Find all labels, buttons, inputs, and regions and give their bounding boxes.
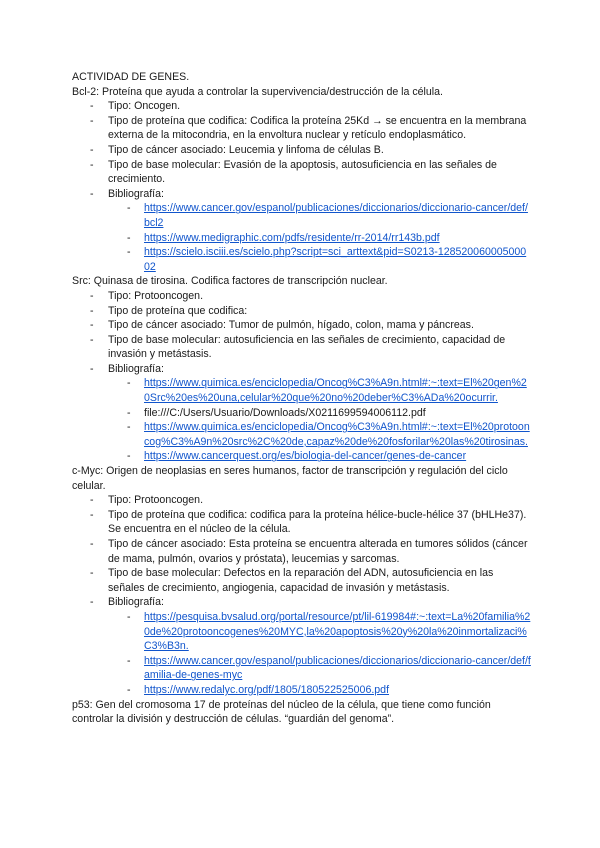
reference-link[interactable]: https://www.cancer.gov/espanol/publicaciones/diccionarios/diccionario-cancer/def/familia-de-genes-myc — [144, 654, 531, 682]
reference-link[interactable]: https://www.medigraphic.com/pdfs/residente/rr-2014/rr143b.pdf — [144, 231, 440, 244]
gene-heading-p53: p53: Gen del cromosoma 17 de proteínas del núcleo de la célula, que tiene como función controlar la división y destrucción de células. “guardián del genoma”. — [72, 698, 491, 726]
reference-link[interactable]: https://www.redalyc.org/pdf/1805/180522525006.pdf — [144, 683, 390, 696]
reference-link[interactable]: https://www.cancerquest.org/es/biologia-del-cancer/genes-de-cancer — [144, 450, 467, 463]
reference-link[interactable]: https://www.cancer.gov/espanol/publicaciones/diccionarios/diccionario-cancer/def/bcl2 — [144, 202, 528, 229]
list-item: - Tipo de base molecular: Evasión de la apoptosis, autosuficiencia en las señales de crecimiento. — [90, 158, 497, 186]
reference-item: - file:///C:/Users/Usuario/Downloads/X0211699594006112.pdf — [127, 406, 426, 419]
list-item: - Tipo de cáncer asociado: Esta proteína se encuentra alterada en tumores sólidos (cáncer de mama, pulmón, ovarios y próstata), leucemias y sarcomas. — [90, 538, 528, 565]
reference-item: - https://www.quimica.es/enciclopedia/Oncog%C3%A9n.html#:~:text=El%20gen%20Src%20es%20una,celular%20que%20no%20deber%C3%ADa%20ocurrir. — [127, 377, 527, 405]
reference-file-path: file:///C:/Users/Usuario/Downloads/X0211699594006112.pdf — [144, 406, 426, 419]
list-item: - Tipo de cáncer asociado: Leucemia y linfoma de células B. — [90, 143, 384, 156]
bibliography-label: - Bibliografía: - https://www.quimica.es/enciclopedia/Oncog%C3%A9n.html#:~:text=El%20gen%20Src%20es%20una,celular%20que%20no%20deber%C3%ADa%20ocurrir. - file:///C:/Users/Usuario/Downloads/X0211699594006112.pdf - https://www.quimica.es/enciclopedia/Oncog%C3%A9n.html#:~:text=El%20protooncog%C3%A9n%20src%2C%20de,capaz%20de%20fosforilar%20las%20tirosinas. - https://www.cancerquest.org/es/biologia-del-cancer/genes-de-cancer — [108, 362, 532, 464]
reference-item: - https://www.redalyc.org/pdf/1805/180522525006.pdf — [127, 683, 390, 696]
reference-link[interactable]: https://scielo.isciii.es/scielo.php?script=sci_arttext&pid=S0213-12852006000500002 — [144, 246, 527, 273]
reference-list — [108, 201, 532, 274]
list-item: - Tipo de cáncer asociado: Tumor de pulmón, hígado, colon, mama y páncreas. — [90, 319, 474, 332]
gene-heading-src: Src: Quinasa de tirosina. Codifica factores de transcripción nuclear. — [72, 275, 388, 288]
list-item: - Tipo de proteína que codifica: codifica para la proteína hélice-bucle-hélice 37 (bHLHe37). Se encuentra en el núcleo de la célula. — [90, 508, 527, 536]
gene-heading-bcl2: Bcl-2: Proteína que ayuda a controlar la supervivencia/destrucción de la célula. — [72, 85, 443, 98]
reference-item: - https://www.cancer.gov/espanol/publicaciones/diccionarios/diccionario-cancer/def/familia-de-genes-myc — [127, 654, 531, 682]
reference-link[interactable]: https://www.quimica.es/enciclopedia/Oncog%C3%A9n.html#:~:text=El%20protooncog%C3%A9n%20src%2C%20de,capaz%20de%20fosforilar%20las%20tirosinas. — [144, 421, 530, 448]
reference-list — [108, 610, 532, 698]
bibliography-label: - Bibliografía: - https://pesquisa.bvsalud.org/portal/resource/pt/lil-619984#:~:text=La%20familia%20de%20protooncogenes%20MYC,la%20apoptosis%20y%20la%20inmortalizaci%C3%B3n. - https://www.cancer.gov/espanol/publicaciones/diccionarios/diccionario-cancer/def/familia-de-genes-myc - https://www.redalyc.org/pdf/1805/180522525006.pdf — [90, 596, 531, 696]
reference-item: - https://scielo.isciii.es/scielo.php?script=sci_arttext&pid=S0213-12852006000500002 — [127, 246, 527, 273]
reference-item: - https://www.cancer.gov/espanol/publicaciones/diccionarios/diccionario-cancer/def/bcl2 — [127, 202, 528, 229]
reference-link[interactable]: https://pesquisa.bvsalud.org/portal/resource/pt/lil-619984#:~:text=La%20familia%20de%20protooncogenes%20MYC,la%20apoptosis%20y%20la%20inmortalizaci%C3%B3n. — [144, 610, 531, 653]
list-item: - Tipo de proteína que codifica: — [90, 304, 248, 317]
bibliography-label: - Bibliografía: - https://www.cancer.gov/espanol/publicaciones/diccionarios/diccionario-cancer/def/bcl2 - https://www.medigraphic.com/pdfs/residente/rr-2014/rr143b.pdf - https://scielo.isciii.es/scielo.php?script=sci_arttext&pid=S0213-12852006000500002 — [108, 187, 532, 275]
reference-item: - https://www.medigraphic.com/pdfs/residente/rr-2014/rr143b.pdf — [127, 231, 440, 244]
list-item: - Tipo de proteína que codifica: Codifica la proteína 25Kd → se encuentra en la membrana externa de la mitocondria, en la envoltura nuclear y retículo endoplasmático. — [90, 114, 527, 142]
reference-link[interactable]: https://www.quimica.es/enciclopedia/Oncog%C3%A9n.html#:~:text=El%20gen%20Src%20es%20una,celular%20que%20no%20deber%C3%ADa%20ocurrir. — [144, 377, 527, 405]
reference-item: - https://pesquisa.bvsalud.org/portal/resource/pt/lil-619984#:~:text=La%20familia%20de%20protooncogenes%20MYC,la%20apoptosis%20y%20la%20inmortalizaci%C3%B3n. — [127, 610, 531, 653]
reference-item: - https://www.quimica.es/enciclopedia/Oncog%C3%A9n.html#:~:text=El%20protooncog%C3%A9n%20src%2C%20de,capaz%20de%20fosforilar%20las%20tirosinas. — [127, 421, 530, 448]
document-page — [72, 70, 532, 727]
list-item: - Tipo de base molecular: autosuficiencia en las señales de crecimiento, capacidad de invasión y metástasis. — [90, 333, 506, 361]
list-item: - Tipo: Protooncogen. — [90, 494, 204, 507]
reference-item: - https://www.cancerquest.org/es/biologia-del-cancer/genes-de-cancer — [127, 450, 467, 463]
gene-details-src — [72, 289, 532, 464]
gene-details-cmyc — [72, 493, 532, 697]
list-item: - Tipo: Protooncogen. — [90, 289, 204, 302]
gene-heading-cmyc: c-Myc: Origen de neoplasias en seres humanos, factor de transcripción y regulación del ciclo celular. — [72, 465, 508, 492]
list-item: - Tipo: Oncogen. — [90, 100, 181, 113]
reference-list — [108, 376, 532, 464]
list-item: - Tipo de base molecular: Defectos en la reparación del ADN, autosuficiencia en las señales de crecimiento, angiogenia, capacidad de invasión y metástasis. — [90, 567, 494, 594]
gene-details-bcl2 — [72, 99, 532, 274]
document-title: ACTIVIDAD DE GENES. — [72, 71, 190, 83]
